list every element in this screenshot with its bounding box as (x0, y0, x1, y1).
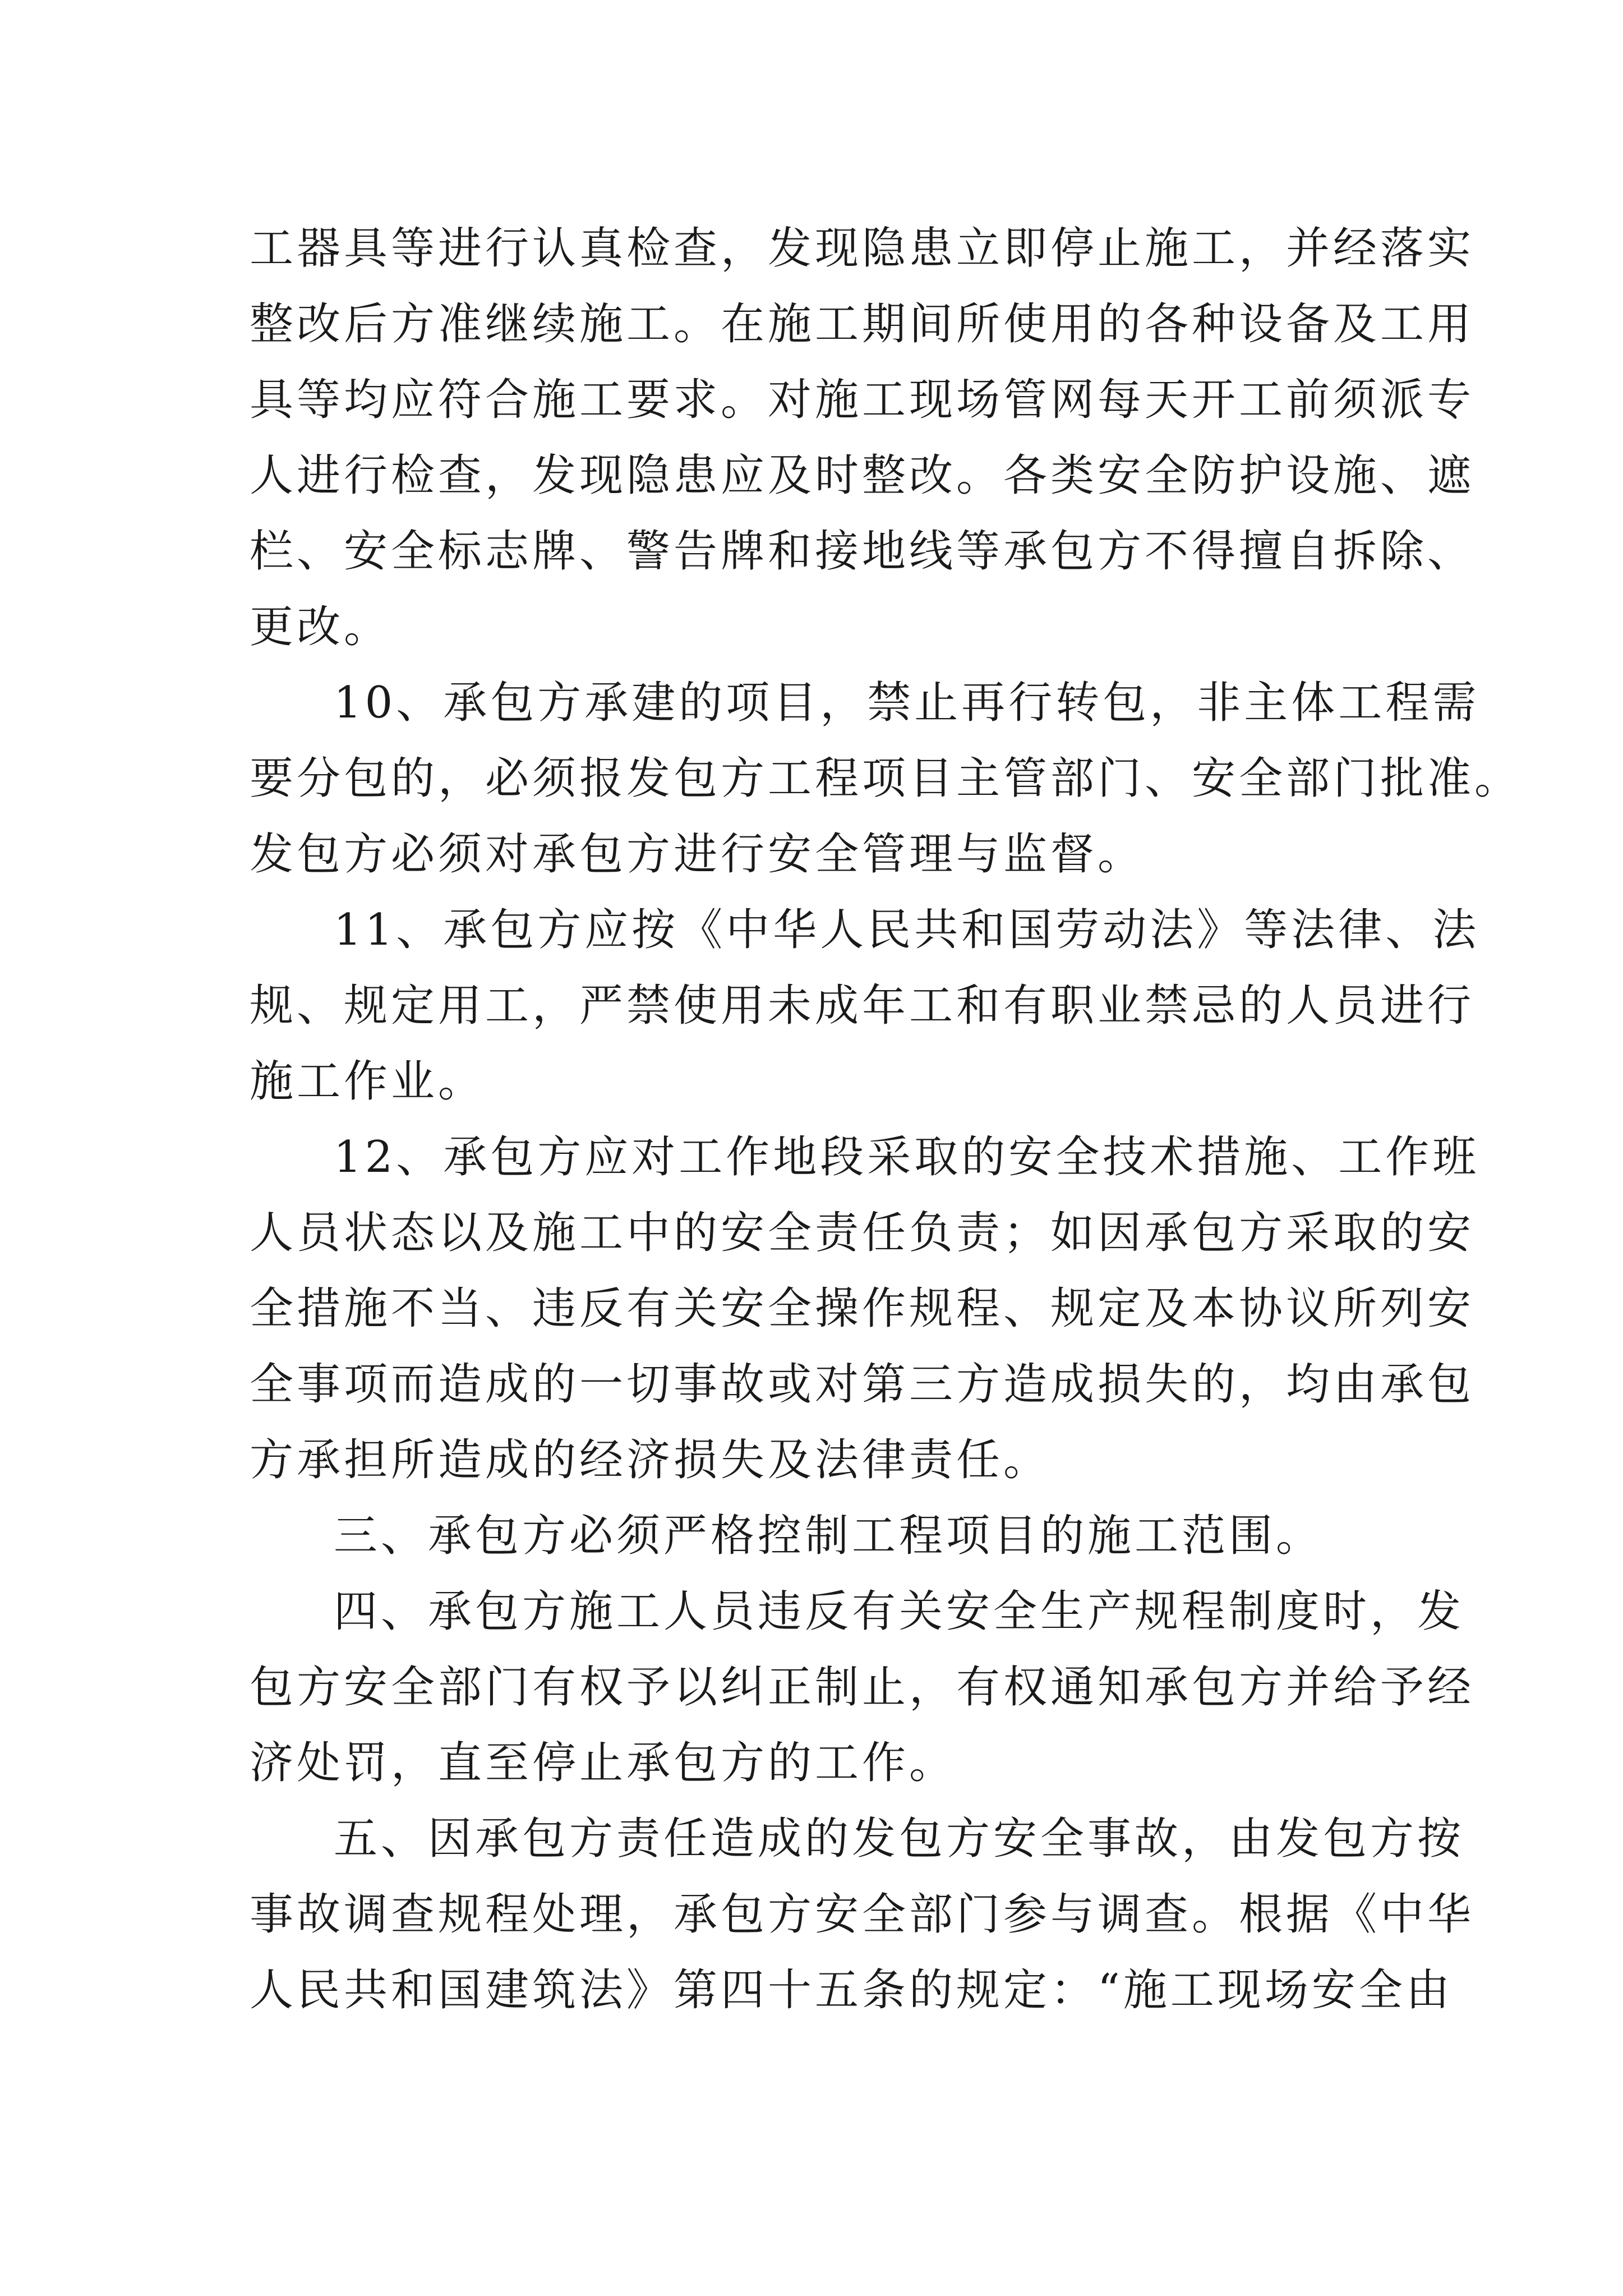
text-line: 更改。 (250, 602, 391, 652)
text-line: 整改后方准继续施工。在施工期间所使用的各种设备及工用 (250, 299, 1475, 349)
text-line: 济处罚，直至停止承包方的工作。 (250, 1738, 957, 1788)
text-line: 方承担所造成的经济损失及法律责任。 (250, 1435, 1051, 1485)
text-line: 全措施不当、违反有关安全操作规程、规定及本协议所列安 (250, 1283, 1475, 1334)
paragraph-start-line: 三、承包方必须严格控制工程项目的施工范围。 (334, 1511, 1324, 1561)
text-line: 发包方必须对承包方进行安全管理与监督。 (250, 829, 1145, 880)
paragraph-start-line: 12、承包方应对工作地段采取的安全技术措施、工作班 (334, 1132, 1480, 1182)
text-line: 工器具等进行认真检查，发现隐患立即停止施工，并经落实 (250, 223, 1475, 274)
text-line: 栏、安全标志牌、警告牌和接地线等承包方不得擅自拆除、 (250, 526, 1475, 577)
text-line: 施工作业。 (250, 1056, 486, 1107)
text-line: 规、规定用工，严禁使用未成年工和有职业禁忌的人员进行 (250, 981, 1475, 1031)
text-line: 包方安全部门有权予以纠正制止，有权通知承包方并给予经 (250, 1662, 1475, 1713)
text-line: 人员状态以及施工中的安全责任负责；如因承包方采取的安 (250, 1208, 1475, 1258)
paragraph-start-line: 10、承包方承建的项目，禁止再行转包，非主体工程需 (334, 678, 1480, 728)
text-line: 要分包的，必须报发包方工程项目主管部门、安全部门批准。 (250, 753, 1522, 804)
text-line: 人进行检查，发现隐患应及时整改。各类安全防护设施、遮 (250, 450, 1475, 501)
paragraph-start-line: 11、承包方应按《中华人民共和国劳动法》等法律、法 (334, 905, 1480, 955)
text-line: 全事项而造成的一切事故或对第三方造成损失的，均由承包 (250, 1359, 1475, 1410)
paragraph-start-line: 五、因承包方责任造成的发包方安全事故，由发包方按 (334, 1814, 1465, 1864)
text-line: 具等均应符合施工要求。对施工现场管网每天开工前须派专 (250, 375, 1475, 425)
text-line: 人民共和国建筑法》第四十五条的规定：“施工现场安全由 (250, 1965, 1453, 2016)
paragraph-start-line: 四、承包方施工人员违反有关安全生产规程制度时，发 (334, 1586, 1465, 1637)
text-line: 事故调查规程处理，承包方安全部门参与调查。根据《中华 (250, 1889, 1475, 1940)
